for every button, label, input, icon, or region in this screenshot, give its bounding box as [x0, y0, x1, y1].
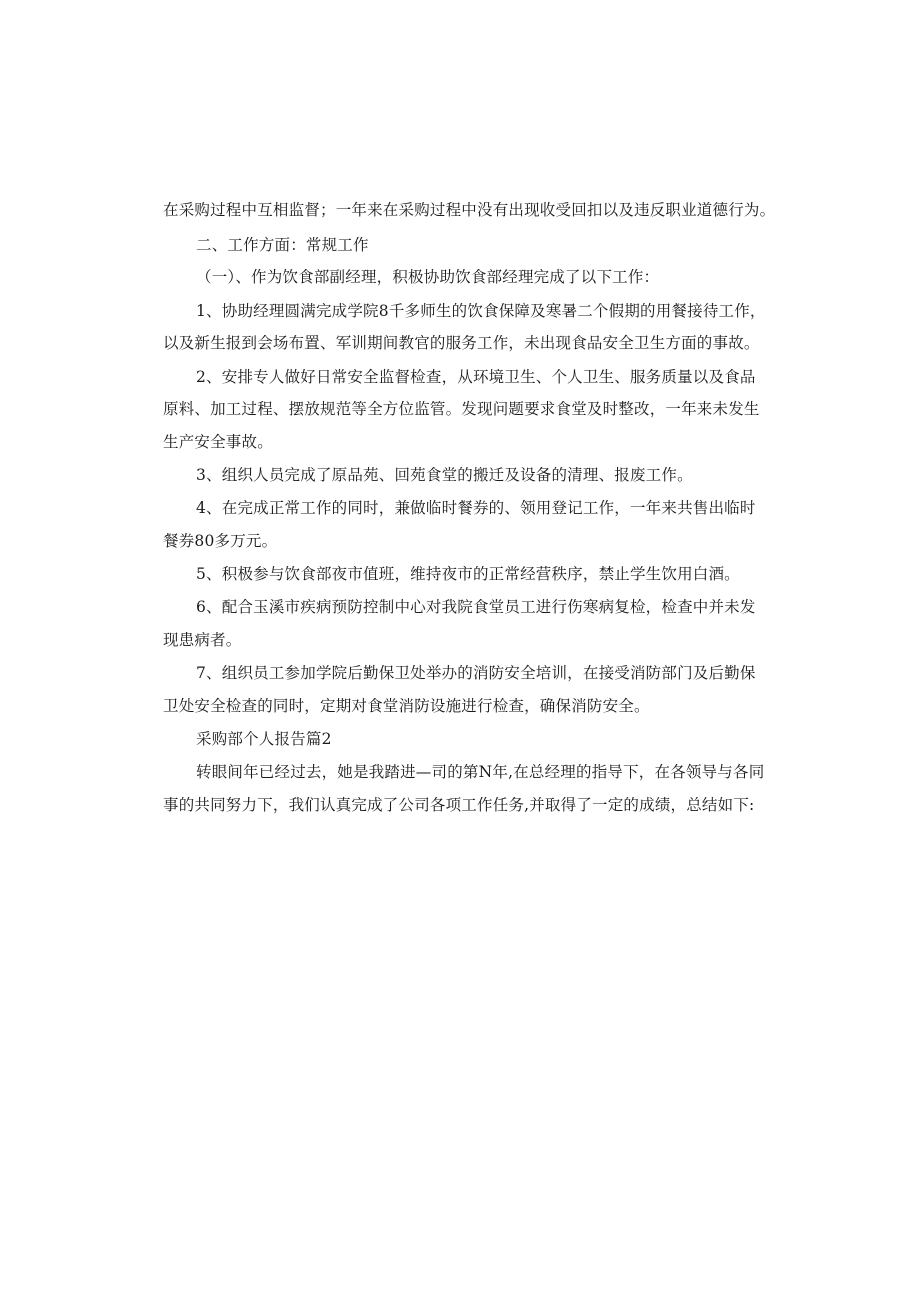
text-line: 以及新生报到会场布置、军训期间教官的服务工作，未出现食品安全卫生方面的事故。 — [163, 334, 760, 352]
list-item-6: 6、配合玉溪市疾病预防控制中心对我院食堂员工进行伤寒病复检，检查中并未发 — [196, 598, 756, 616]
section-heading: 二、工作方面：常规工作 — [196, 236, 369, 254]
list-item-1: 1、协助经理圆满完成学院8千多师生的饮食保障及寒暑二个假期的用餐接待工作， — [196, 302, 766, 320]
text-line: 现患病者。 — [163, 631, 242, 649]
text-line: 卫处安全检查的同时，定期对食堂消防设施进行检查，确保消防安全。 — [163, 697, 650, 715]
list-item-3: 3、组织人员完成了原品苑、回苑食堂的搬迁及设备的清理、报废工作。 — [196, 466, 693, 484]
text-line: 原料、加工过程、摆放规范等全方位监管。发现问题要求食堂及时整改，一年来未发生 — [163, 400, 760, 418]
text-line: 在采购过程中互相监督；一年来在采购过程中没有出现收受回扣以及违反职业道德行为。 — [163, 201, 776, 219]
list-item-7: 7、组织员工参加学院后勤保卫处举办的消防安全培训，在接受消防部门及后勤保 — [196, 664, 756, 682]
paragraph-start: 转眼间年已经过去，她是我踏进—司的第N年,在总经理的指导下，在各领导与各同 — [196, 763, 765, 781]
text-line: 生产安全事故。 — [163, 433, 273, 451]
subsection-heading: （一）、作为饮食部副经理，积极协助饮食部经理完成了以下工作： — [196, 268, 660, 286]
report-title: 采购部个人报告篇2 — [196, 730, 332, 748]
list-item-4: 4、在完成正常工作的同时，兼做临时餐券的、领用登记工作，一年来共售出临时 — [196, 499, 756, 517]
list-item-2: 2、安排专人做好日常安全监督检查，从环境卫生、个人卫生、服务质量以及食品 — [196, 368, 756, 386]
text-line: 事的共同努力下，我们认真完成了公司各项工作任务,并取得了一定的成绩，总结如下: — [163, 796, 755, 814]
text-line: 餐券80多万元。 — [163, 532, 278, 550]
list-item-5: 5、积极参与饮食部夜市值班，维持夜市的正常经营秩序，禁止学生饮用白酒。 — [196, 565, 740, 583]
